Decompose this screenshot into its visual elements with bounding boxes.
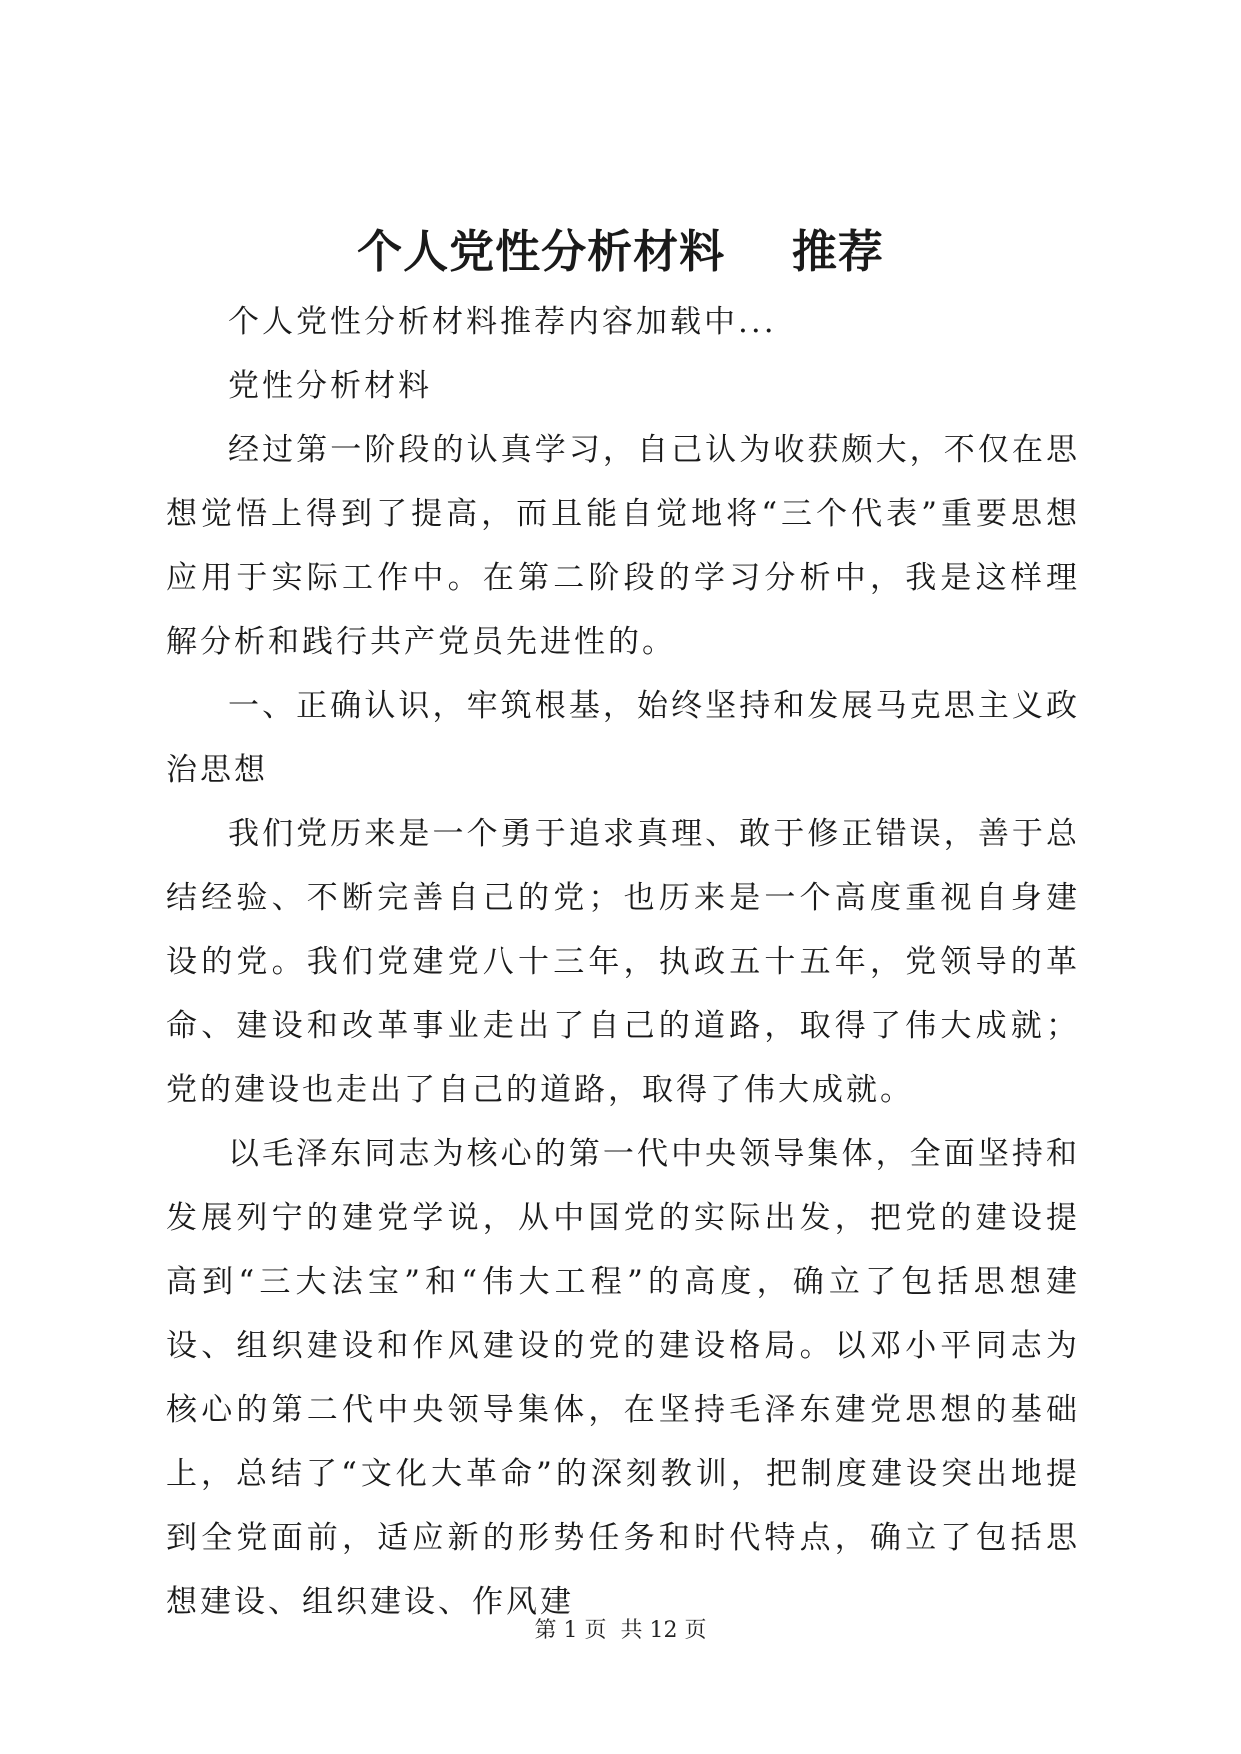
paragraph-loading-note: 个人党性分析材料推荐内容加载中... — [228, 304, 777, 340]
document-title: 个人党性分析材料 推荐 — [357, 225, 884, 278]
paragraph-party-history: 我们党历来是一个勇于追求真理、敢于修正错误，善于总结经验、不断完善自己的党；也历来是一个高度重视自身建设的党。我们党建党八十三年，执政五十五年，党领导的革命、建设和改革事业走出了自己的道路，取得了伟大成就；党的建设也走出了自己的道路，取得了伟大成就。 — [166, 816, 1080, 1108]
paragraph-intro: 经过第一阶段的认真学习，自己认为收获颇大，不仅在思想觉悟上得到了提高，而且能自觉地将“三个代表”重要思想应用于实际工作中。在第二阶段的学习分析中，我是这样理解分析和践行共产党员先进性的。 — [166, 432, 1080, 660]
paragraph-leadership-collectives: 以毛泽东同志为核心的第一代中央领导集体，全面坚持和发展列宁的建党学说，从中国党的实际出发，把党的建设提高到“三大法宝”和“伟大工程”的高度，确立了包括思想建设、组织建设和作风建设的党的建设格局。以邓小平同志为核心的第二代中央领导集体，在坚持毛泽东建党思想的基础上，总结了“文化大革命”的深刻教训，把制度建设突出地提到全党面前，适应新的形势任务和时代特点，确立了包括思想建设、组织建设、作风建 — [166, 1136, 1080, 1620]
paragraph-subheading: 党性分析材料 — [228, 368, 432, 404]
page-footer: 第 1 页 共 12 页 — [534, 1618, 707, 1643]
document-body — [166, 290, 1080, 1634]
section-heading-one: 一、正确认识，牢筑根基，始终坚持和发展马克思主义政治思想 — [166, 688, 1080, 788]
